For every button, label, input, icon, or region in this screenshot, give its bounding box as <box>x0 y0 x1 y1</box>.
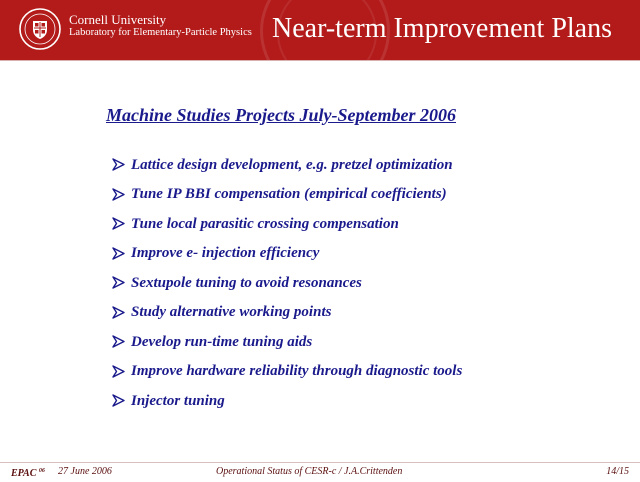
header-rule <box>0 60 640 61</box>
bullet-text: Improve hardware reliability through diagnostic tools <box>131 363 463 380</box>
bullet-item <box>112 150 462 180</box>
bullet-item <box>112 386 462 416</box>
university-name: Cornell University <box>69 12 167 27</box>
bullet-item <box>112 239 462 269</box>
arrowhead-bullet-icon <box>112 217 125 230</box>
laboratory-name: Laboratory for Elementary-Particle Physics <box>69 27 252 38</box>
footer-date: 27 June 2006 <box>58 466 112 477</box>
bullet-text: Develop run-time tuning aids <box>131 333 313 350</box>
arrowhead-bullet-icon <box>112 158 125 171</box>
conference-year: 06 <box>38 468 45 474</box>
arrowhead-bullet-icon <box>112 365 125 378</box>
slide-title: Near-term Improvement Plans <box>272 13 612 44</box>
bullet-text: Lattice design development, e.g. pretzel optimization <box>131 156 453 173</box>
page-number: 14/15 <box>606 466 629 477</box>
conference-name: EPAC <box>11 468 37 479</box>
footer-talk-title: Operational Status of CESR-c / J.A.Crittenden <box>216 466 403 477</box>
bullet-text: Sextupole tuning to avoid resonances <box>131 274 362 291</box>
arrowhead-bullet-icon <box>112 247 125 260</box>
conference-label <box>11 463 45 482</box>
section-subtitle: Machine Studies Projects July-September 2006 <box>106 105 456 125</box>
bullet-item <box>112 357 462 387</box>
footer-bar <box>0 463 640 480</box>
cornell-seal-icon <box>19 8 61 50</box>
arrowhead-bullet-icon <box>112 335 125 348</box>
bullet-text: Injector tuning <box>131 392 225 409</box>
bullet-text: Improve e- injection efficiency <box>131 245 320 262</box>
bullet-item <box>112 268 462 298</box>
bullet-item <box>112 327 462 357</box>
bullet-item <box>112 298 462 328</box>
bullet-text: Study alternative working points <box>131 304 332 321</box>
bullet-item <box>112 180 462 210</box>
arrowhead-bullet-icon <box>112 394 125 407</box>
arrowhead-bullet-icon <box>112 188 125 201</box>
bullet-text: Tune local parasitic crossing compensation <box>131 215 399 232</box>
arrowhead-bullet-icon <box>112 276 125 289</box>
header-bar <box>0 0 640 60</box>
bullet-item <box>112 209 462 239</box>
bullet-text: Tune IP BBI compensation (empirical coefficients) <box>131 186 447 203</box>
arrowhead-bullet-icon <box>112 306 125 319</box>
bullet-list <box>112 150 462 416</box>
